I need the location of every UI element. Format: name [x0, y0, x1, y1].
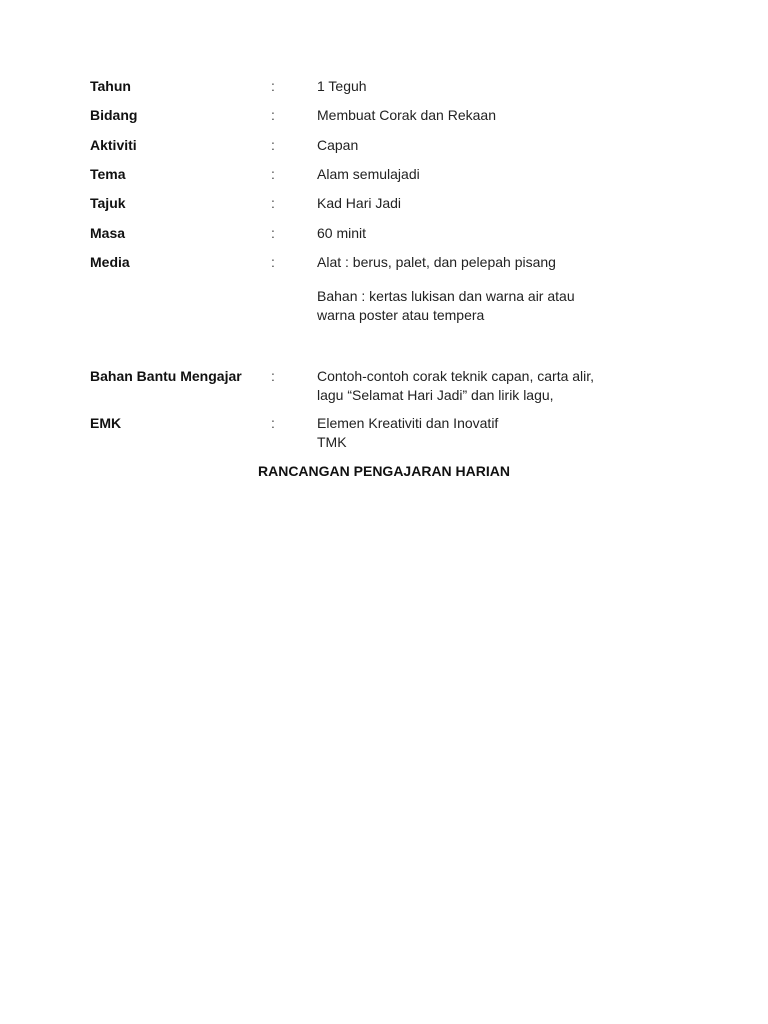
- field-colon: :: [271, 166, 275, 182]
- field-value-line: warna poster atau tempera: [317, 307, 485, 323]
- field-label: Bahan Bantu Mengajar: [90, 368, 242, 384]
- field-colon: :: [271, 78, 275, 94]
- field-label: Aktiviti: [90, 137, 137, 153]
- field-colon: :: [271, 225, 275, 241]
- field-colon: :: [271, 137, 275, 153]
- field-value-line: Capan: [317, 137, 359, 153]
- field-value: [317, 414, 637, 452]
- field-label: Tajuk: [90, 195, 126, 211]
- field-value-line: Alam semulajadi: [317, 166, 420, 182]
- field-value: [317, 253, 637, 325]
- field-value-line: Elemen Kreativiti dan Inovatif: [317, 415, 499, 431]
- field-value: [317, 77, 637, 96]
- field-colon: :: [271, 415, 275, 431]
- field-label: Masa: [90, 225, 126, 241]
- field-value-line: lagu “Selamat Hari Jadi” dan lirik lagu,: [317, 387, 554, 403]
- field-value: [317, 367, 637, 405]
- field-value-line: Contoh-contoh corak teknik capan, carta alir,: [317, 368, 595, 384]
- field-value-line: Alat : berus, palet, dan pelepah pisang: [317, 254, 556, 270]
- field-label: EMK: [90, 415, 122, 431]
- field-label: Media: [90, 254, 130, 270]
- field-colon: :: [271, 368, 275, 384]
- field-value-line: 60 minit: [317, 225, 367, 241]
- field-value: [317, 165, 637, 184]
- field-label: Tahun: [90, 78, 131, 94]
- field-value: [317, 136, 637, 155]
- field-value-line: Kad Hari Jadi: [317, 195, 402, 211]
- field-colon: :: [271, 107, 275, 123]
- field-value-line: 1 Teguh: [317, 78, 367, 94]
- field-value-line: TMK: [317, 434, 347, 450]
- field-value-line: Bahan : kertas lukisan dan warna air atau: [317, 288, 575, 304]
- field-colon: :: [271, 195, 275, 211]
- document-heading: RANCANGAN PENGAJARAN HARIAN: [257, 463, 510, 479]
- field-value: [317, 106, 637, 125]
- field-colon: :: [271, 254, 275, 270]
- field-value: [317, 224, 637, 243]
- field-value-line: Membuat Corak dan Rekaan: [317, 107, 496, 123]
- field-value: [317, 194, 637, 213]
- field-label: Bidang: [90, 107, 138, 123]
- field-label: Tema: [90, 166, 126, 182]
